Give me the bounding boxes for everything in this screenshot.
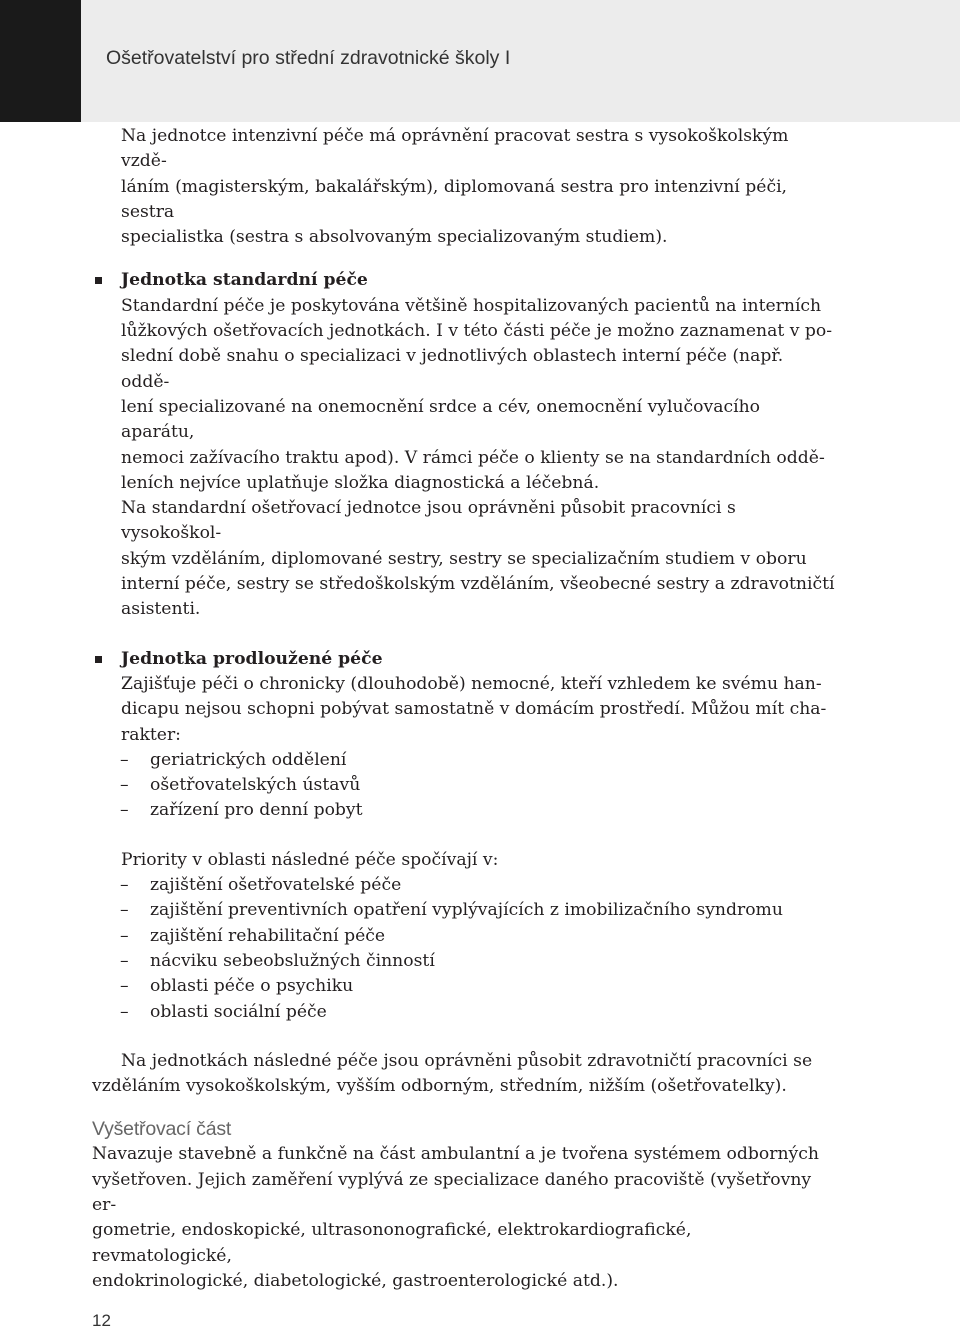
- list-item: – oblasti sociální péče: [120, 1001, 327, 1022]
- text-line: Na jednotce intenzivní péče má oprávnění pracovat sestra s vysokoškolským vzdě-: [121, 126, 789, 172]
- text-line: Na standardní ošetřovací jednotce jsou oprávněni působit pracovníci s vysokoškol-: [121, 498, 736, 544]
- text-line: gometrie, endoskopické, ultrasononografické, elektrokardiografické, revmatologické,: [92, 1220, 692, 1266]
- running-head: Ošetřovatelství pro střední zdravotnické školy I: [106, 47, 511, 69]
- page-number: 12: [92, 1311, 111, 1330]
- text-line: vyšetřoven. Jejich zaměření vyplývá ze specializace daného pracoviště (vyšetřovny er-: [92, 1169, 812, 1215]
- standard-unit-section: [92, 268, 836, 622]
- list-item: – zajištění rehabilitační péče: [120, 925, 386, 946]
- list-item: – zařízení pro denní pobyt: [120, 800, 363, 821]
- text-line: Navazuje stavebně a funkčně na část ambulantní a je tvořena systémem odborných: [92, 1144, 819, 1165]
- list-item: – zajištění ošetřovatelské péče: [120, 875, 402, 896]
- list-item: – zajištění preventivních opatření vyplývajících z imobilizačního syndromu: [120, 900, 783, 921]
- square-bullet-icon: [95, 656, 102, 663]
- corner-block: [0, 0, 81, 122]
- square-bullet-icon: [95, 277, 102, 284]
- staff-paragraph: [92, 1049, 836, 1100]
- list-item: – nácviku sebeobslužných činností: [120, 950, 435, 971]
- priorities-intro: Priority v oblasti následné péče spočívají v:: [121, 849, 499, 870]
- priorities-list: [92, 873, 836, 1025]
- text-line: láním (magisterským, bakalářským), diplomovaná sestra pro intenzivní péči, sestra: [121, 176, 788, 222]
- list-item: – oblasti péče o psychiku: [120, 976, 354, 997]
- text-line: vzděláním vysokoškolským, vyšším odborným, středním, nižším (ošetřovatelky).: [92, 1076, 787, 1097]
- section-title: Jednotka prodloužené péče: [121, 648, 383, 669]
- text-line: nemoci zažívacího traktu apod). V rámci péče o klienty se na standardních oddě-: [121, 447, 825, 468]
- text-line: asistenti.: [121, 599, 201, 620]
- list-item: – ošetřovatelských ústavů: [120, 775, 361, 796]
- text-line: specialistka (sestra s absolvovaným specializovaným studiem).: [121, 227, 668, 248]
- text-line: dicapu nejsou schopni pobývat samostatně v domácím prostředí. Můžou mít cha-: [121, 699, 827, 720]
- text-line: Standardní péče je poskytována většině hospitalizovaných pacientů na interních: [121, 295, 822, 316]
- text-line: Zajišťuje péči o chronicky (dlouhodobě) nemocné, kteří vzhledem ke svému han-: [121, 673, 822, 694]
- section-title: Jednotka standardní péče: [121, 270, 368, 291]
- section-heading: Vyšetřovací část: [92, 1118, 232, 1141]
- text-line: interní péče, sestry se středoškolským vzděláním, všeobecné sestry a zdravotničtí: [121, 574, 835, 595]
- text-line: lůžkových ošetřovacích jednotkách. I v této části péče je možno zaznamenat v po-: [121, 321, 833, 342]
- text-line: rakter:: [121, 724, 181, 745]
- text-line: lení specializované na onemocnění srdce a cév, onemocnění vylučovacího aparátu,: [121, 396, 761, 443]
- text-line: endokrinologické, diabetologické, gastroenterologické atd.).: [92, 1270, 619, 1291]
- unit-types-list: [92, 748, 836, 824]
- list-item: – geriatrických oddělení: [120, 749, 347, 770]
- text-line: slední době snahu o specializaci v jednotlivých oblastech interní péče (např. oddě-: [121, 346, 784, 392]
- intro-paragraph: [92, 124, 836, 250]
- text-line: leních nejvíce uplatňuje složka diagnostická a léčebná.: [121, 472, 600, 493]
- extended-unit-section: [92, 647, 836, 748]
- text-line: ským vzděláním, diplomované sestry, sestry se specializačním studiem v oboru: [121, 548, 807, 569]
- text-line: Na jednotkách následné péče jsou oprávněni působit zdravotničtí pracovníci se: [121, 1050, 813, 1071]
- page-content: [92, 124, 836, 1294]
- examination-paragraph: [92, 1142, 836, 1294]
